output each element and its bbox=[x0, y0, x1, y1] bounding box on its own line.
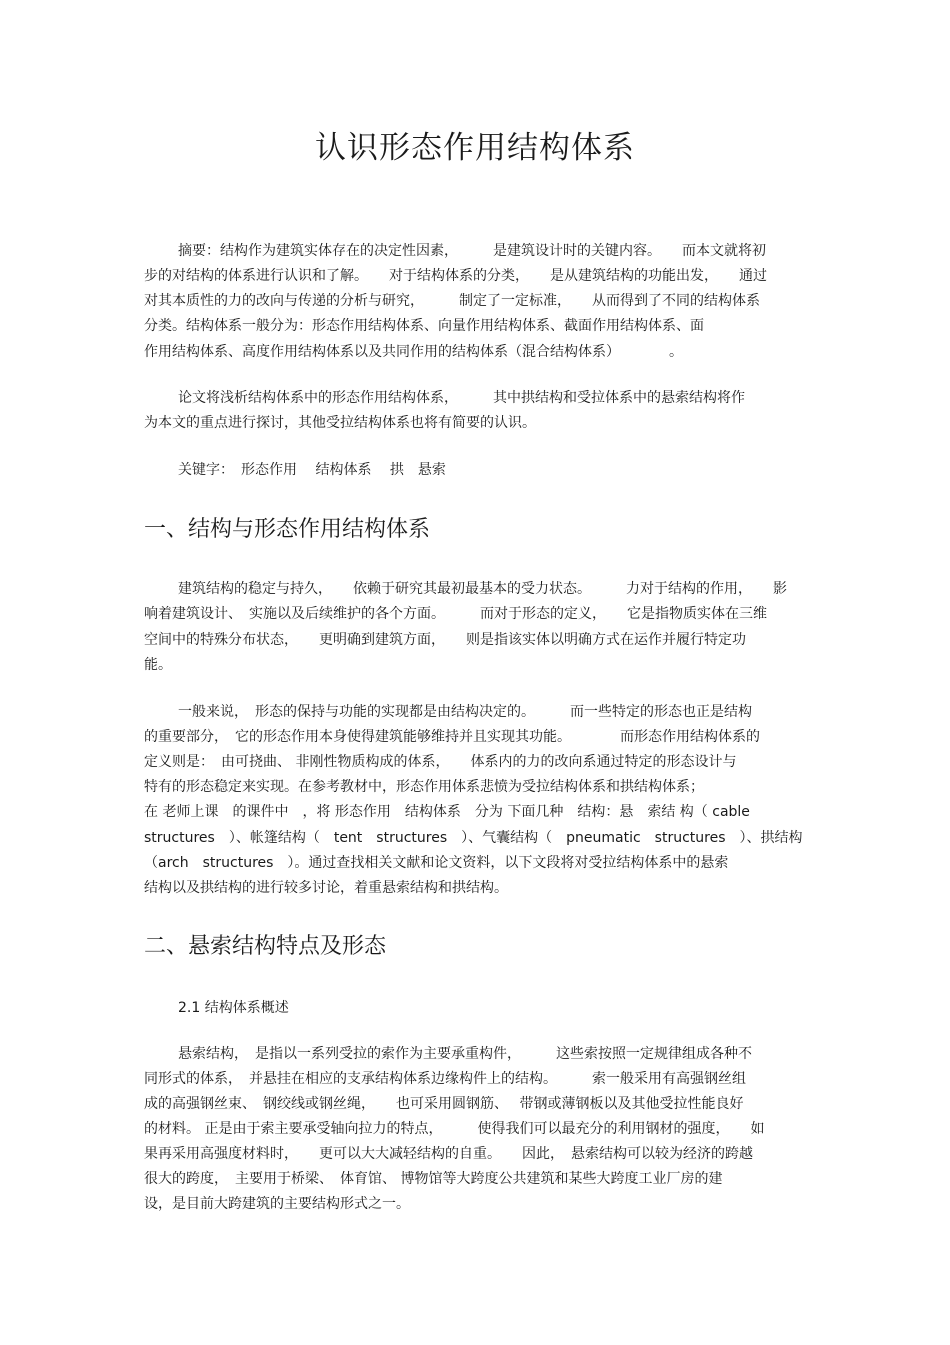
sub-heading: 2.1 结构体系概述 bbox=[178, 1000, 289, 1016]
paragraph-line: 很大的跨度， 主要用于桥梁、 体育馆、 博物馆等大跨度公共建筑和某些大跨度工业厂房的建 bbox=[144, 1171, 723, 1187]
paragraph-line: 一般来说， 形态的保持与功能的实现都是由结构决定的。 而一些特定的形态也正是结构 bbox=[178, 704, 752, 720]
abstract-line: 步的对结构的体系进行认识和了解。 对于结构体系的分类， 是从建筑结构的功能出发， 通过 bbox=[144, 268, 767, 284]
paragraph-line: 的材料。 正是由于索主要承受轴向拉力的特点， 使得我们可以最充分的利用钢材的强度， 如 bbox=[144, 1121, 765, 1137]
keywords: 关键字： 形态作用 结构体系 拱 悬索 bbox=[178, 462, 446, 478]
paragraph-line: 能。 bbox=[144, 657, 172, 673]
intro-line: 论文将浅析结构体系中的形态作用结构体系， 其中拱结构和受拉体系中的悬索结构将作 bbox=[178, 390, 745, 406]
paragraph-line: 设，是目前大跨建筑的主要结构形式之一。 bbox=[144, 1196, 410, 1212]
paragraph-line: （arch structures ）。通过查找相关文献和论文资料，以下文段将对受拉结构体系中的悬索 bbox=[144, 855, 729, 871]
paragraph-line: 成的高强钢丝束、 钢绞线或钢丝绳， 也可采用圆钢筋、 带钢或薄钢板以及其他受拉性能良好 bbox=[144, 1096, 744, 1112]
intro-line: 为本文的重点进行探讨，其他受拉结构体系也将有简要的认识。 bbox=[144, 415, 536, 431]
paragraph-line: 悬索结构， 是指以一系列受拉的索作为主要承重构件， 这些索按照一定规律组成各种不 bbox=[178, 1046, 752, 1062]
paragraph-line: 的重要部分， 它的形态作用本身使得建筑能够维持并且实现其功能。 而形态作用结构体系的 bbox=[144, 729, 760, 745]
paragraph-line: 特有的形态稳定来实现。在参考教材中，形态作用体系悲愤为受拉结构体系和拱结构体系； bbox=[144, 779, 704, 795]
abstract-line: 摘要：结构作为建筑实体存在的决定性因素， 是建筑设计时的关键内容。 而本文就将初 bbox=[178, 243, 766, 259]
paragraph-line: 定义则是： 由可挠曲、 非刚性物质构成的体系， 体系内的力的改向系通过特定的形态设计与 bbox=[144, 754, 737, 770]
abstract-line: 作用结构体系、高度作用结构体系以及共同作用的结构体系（混合结构体系） 。 bbox=[144, 344, 683, 360]
section-heading: 一、结构与形态作用结构体系 bbox=[144, 517, 431, 542]
section-heading: 二、悬索结构特点及形态 bbox=[144, 934, 387, 959]
abstract-line: 对其本质性的力的改向与传递的分析与研究， 制定了一定标准， 从而得到了不同的结构体系 bbox=[144, 293, 760, 309]
paragraph-line: 果再采用高强度材料时， 更可以大大减轻结构的自重。 因此， 悬索结构可以较为经济的跨越 bbox=[144, 1146, 753, 1162]
paragraph-line: 空间中的特殊分布状态， 更明确到建筑方面， 则是指该实体以明确方式在运作并履行特定功 bbox=[144, 632, 746, 648]
paragraph-line: 结构以及拱结构的进行较多讨论，着重悬索结构和拱结构。 bbox=[144, 880, 508, 896]
paragraph-line: 在 老师上课 的课件中 ，将 形态作用 结构体系 分为 下面几种 结构：悬 索结 构（ cable bbox=[144, 804, 750, 820]
abstract-line: 分类。结构体系一般分为：形态作用结构体系、向量作用结构体系、截面作用结构体系、面 bbox=[144, 318, 704, 334]
paragraph-line: 响着建筑设计、 实施以及后续维护的各个方面。 而对于形态的定义， 它是指物质实体在三维 bbox=[144, 606, 767, 622]
document-title: 认识形态作用结构体系 bbox=[315, 130, 635, 166]
paragraph-line: structures ）、帐篷结构（ tent structures ）、气囊结构（ pneumatic structures ）、拱结构 bbox=[144, 830, 803, 846]
paragraph-line: 建筑结构的稳定与持久， 依赖于研究其最初最基本的受力状态。 力对于结构的作用， 影 bbox=[178, 581, 787, 597]
paragraph-line: 同形式的体系， 并悬挂在相应的支承结构体系边缘构件上的结构。 索一般采用有高强钢丝组 bbox=[144, 1071, 746, 1087]
